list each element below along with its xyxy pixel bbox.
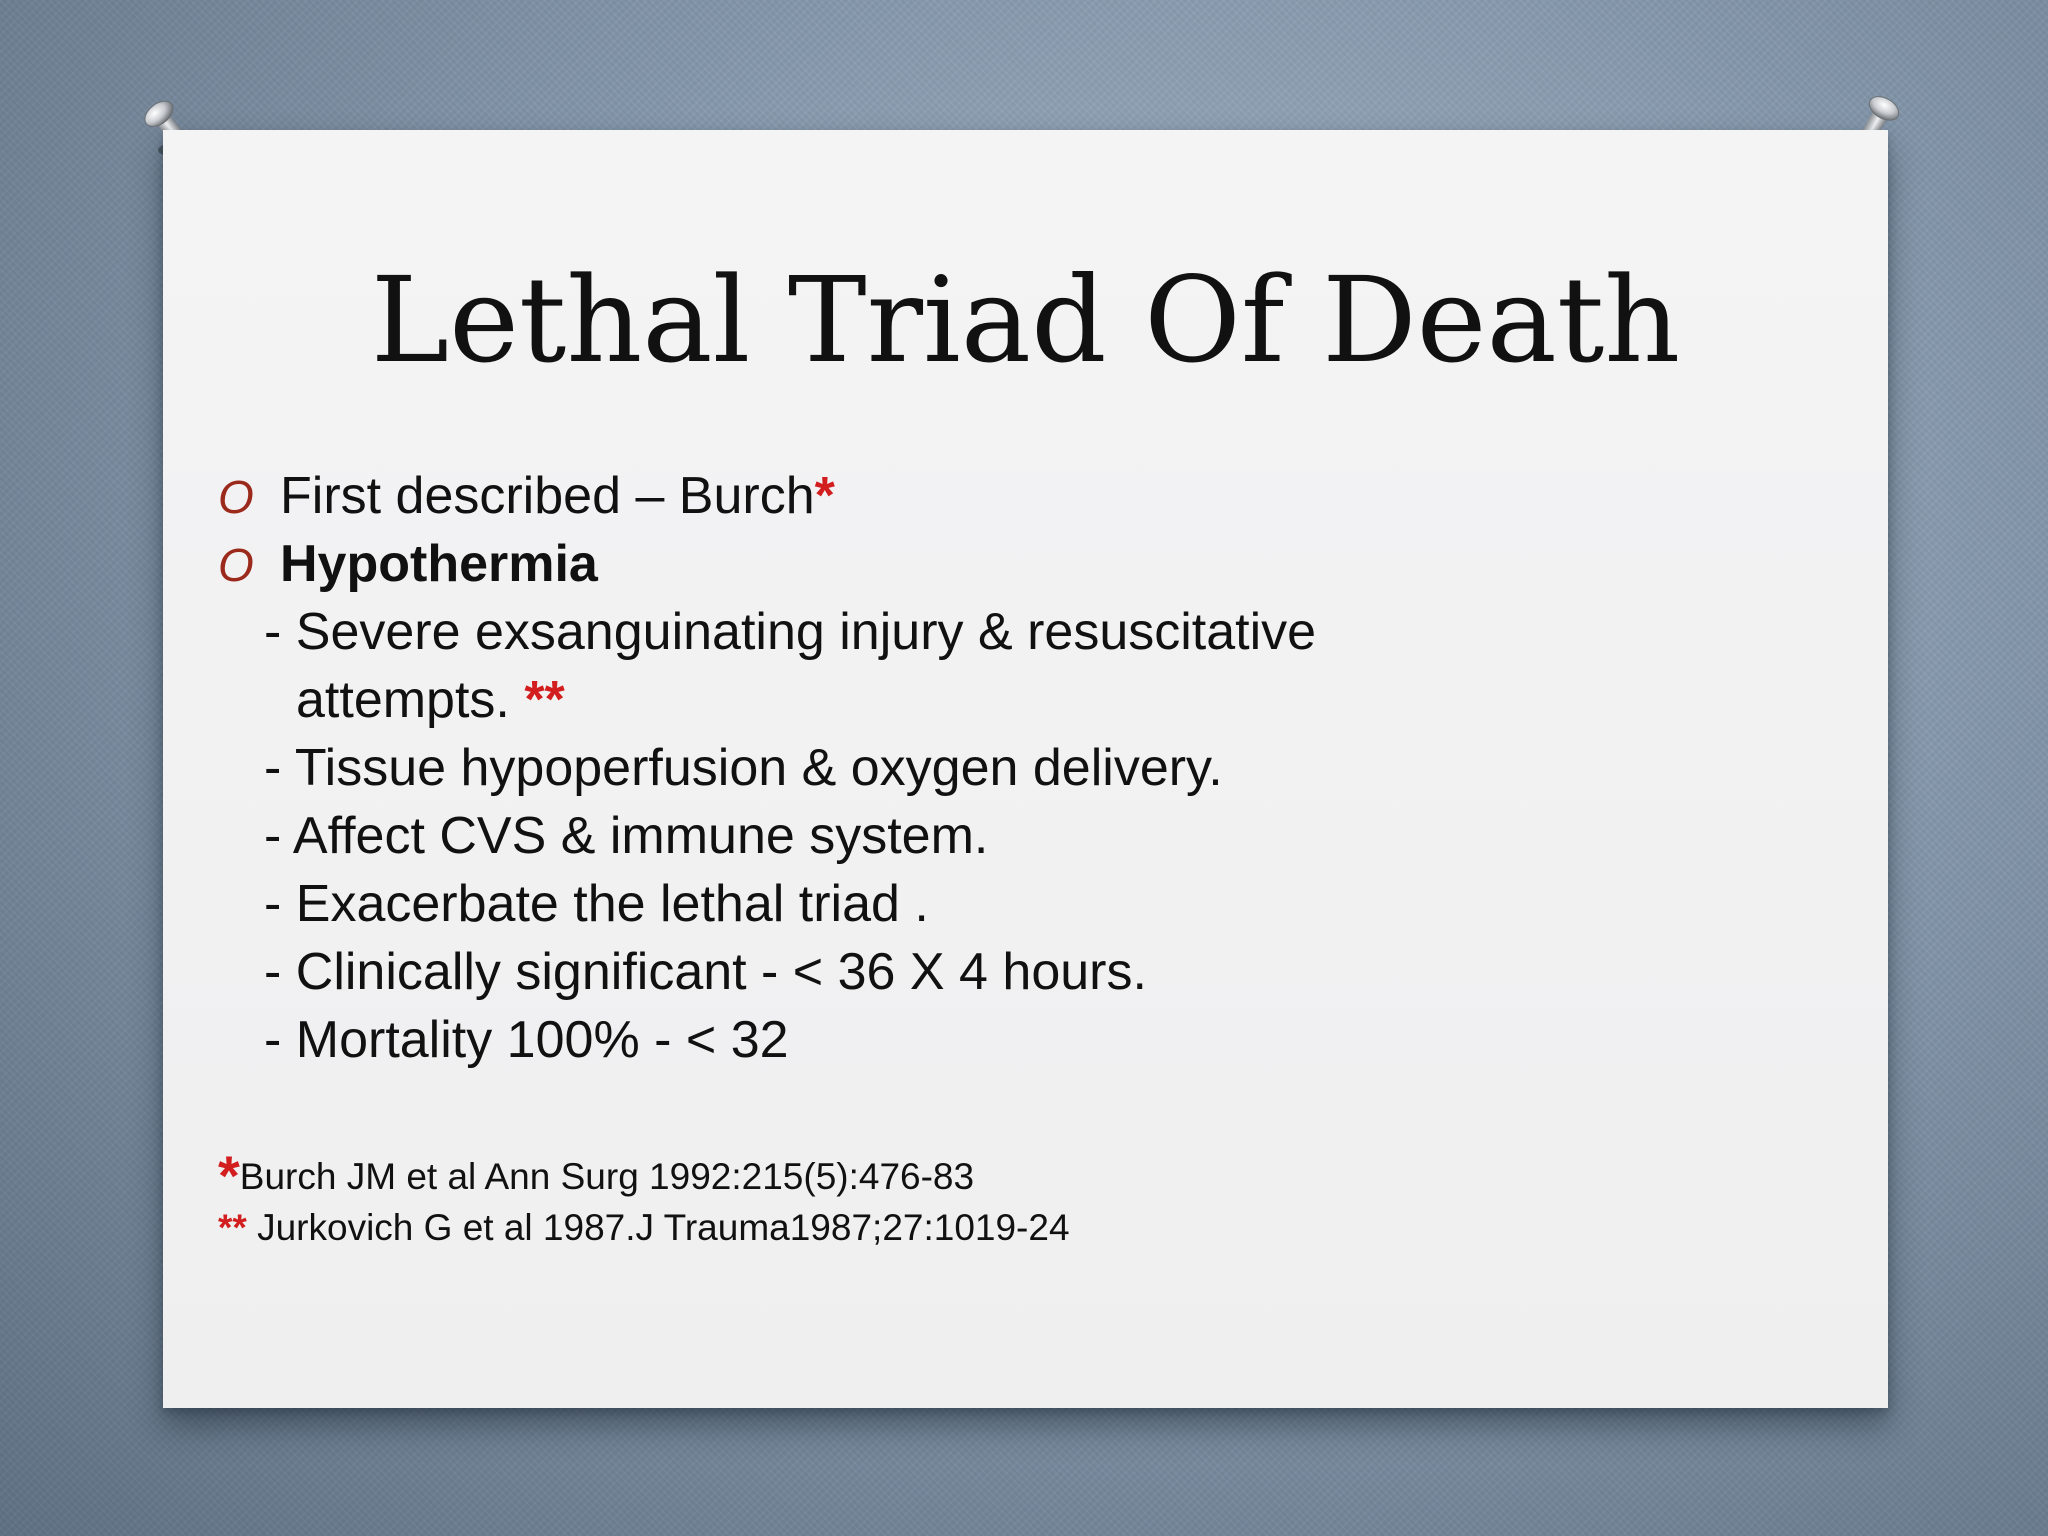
sub-point-text: - Severe exsanguinating injury & resuscitative	[264, 603, 1317, 661]
bullet-marker: O	[218, 471, 254, 523]
sub-point-text: - Mortality 100% - < 32	[264, 1011, 789, 1069]
slide-title: Lethal Triad Of Death	[370, 251, 1681, 389]
reference-jurkovich	[218, 1202, 1718, 1254]
sub-point-severe-injury	[218, 598, 1718, 666]
sub-point-text: - Exacerbate the lethal triad .	[264, 875, 929, 933]
reference-mark: **	[218, 1207, 247, 1248]
sub-point-text: - Affect CVS & immune system.	[264, 807, 989, 865]
reference-text: Jurkovich G et al 1987.J Trauma1987;27:1019-24	[246, 1207, 1070, 1248]
bullet-marker: O	[218, 539, 254, 591]
bullet-hypothermia	[218, 530, 1718, 598]
sub-point-tissue-hypoperfusion	[218, 734, 1718, 802]
sub-point-text: - Clinically significant - < 36 X 4 hours.	[264, 943, 1147, 1001]
reference-mark: *	[218, 1144, 240, 1207]
sub-point-text: attempts.	[296, 671, 525, 729]
sub-point-clinically-significant	[218, 938, 1718, 1006]
sub-point-attempts	[218, 666, 1718, 734]
bullet-text: Hypothermia	[280, 535, 598, 593]
bullet-first-described	[218, 462, 1718, 530]
reference-burch	[218, 1144, 1718, 1207]
slide-content	[218, 462, 1718, 1074]
bullet-text: First described – Burch	[280, 467, 815, 525]
sub-point-exacerbate	[218, 870, 1718, 938]
sub-point-affect-cvs	[218, 802, 1718, 870]
footnote-mark: **	[524, 671, 565, 729]
sub-point-text: - Tissue hypoperfusion & oxygen delivery.	[264, 739, 1223, 797]
references	[218, 1144, 1718, 1254]
footnote-mark: *	[814, 467, 835, 525]
reference-text: Burch JM et al Ann Surg 1992:215(5):476-83	[239, 1156, 975, 1197]
sub-point-mortality	[218, 1006, 1718, 1074]
